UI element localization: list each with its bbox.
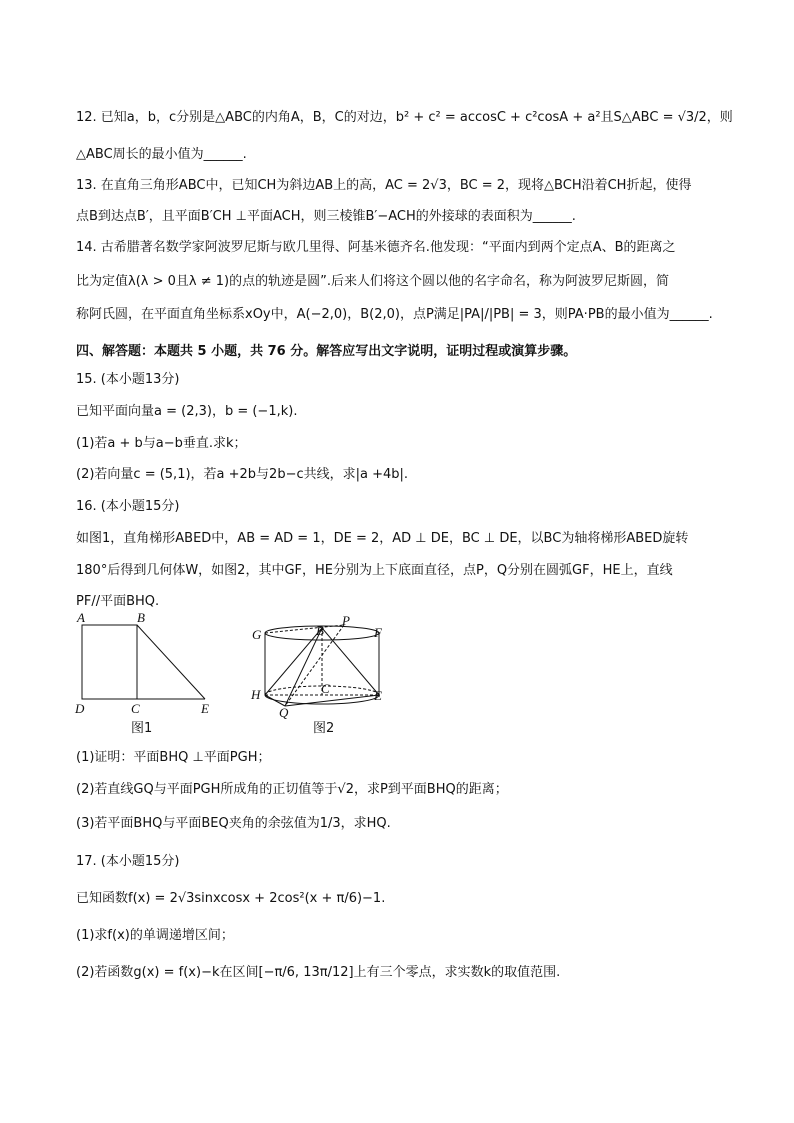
label-p: P xyxy=(342,613,350,628)
text-line-q13b: 点B到达点B′，且平面B′CH ⊥平面ACH，则三棱锥B′−ACH的外接球的表面积为______. xyxy=(76,209,576,224)
label-f: F xyxy=(374,625,382,640)
figures xyxy=(70,612,430,742)
text-line-q16s3: (3)若平面BHQ与平面BEQ夹角的余弦值为1/3，求HQ. xyxy=(76,816,391,831)
figure-2 xyxy=(250,613,383,736)
text-line-q16b: 180°后得到几何体W，如图2，其中GF，HE分别为上下底面直径，点P，Q分别在圆弧GF，HE上，直线 xyxy=(76,563,673,578)
label-h: H xyxy=(251,687,261,702)
text-line-q17c: (2)若函数g(x) = f(x)−k在区间[−π/6, 13π/12]上有三个零点，求实数k的取值范围. xyxy=(76,965,561,980)
label-e2: E xyxy=(374,688,382,703)
label-e: E xyxy=(201,701,209,716)
text-line-q17a: 已知函数f(x) = 2√3sinxcosx + 2cos²(x + π/6)−1. xyxy=(76,891,386,906)
label-d: D xyxy=(75,701,85,716)
bottom-arc-front xyxy=(265,695,379,704)
label-c2: C xyxy=(321,681,330,696)
text-line-q15c: (2)若向量c = (5,1)，若a +2b与2b−c共线，求|a +4b|. xyxy=(76,467,409,482)
label-b: B xyxy=(137,612,145,625)
text-line-q15a: 已知平面向量a = (2,3)，b = (−1,k). xyxy=(76,404,298,419)
edge-be xyxy=(137,625,205,699)
label-c: C xyxy=(131,701,140,716)
label-g: G xyxy=(252,627,262,642)
text-line-q14c: 称阿氏圆，在平面直角坐标系xOy中，A(−2,0)，B(2,0)，点P满足|PA|/|PB| = 3，则PA·PB的最小值为______. xyxy=(76,307,713,322)
figure-2-caption: 图2 xyxy=(313,721,335,736)
label-b2: B xyxy=(316,623,324,638)
text-line-q16s2: (2)若直线GQ与平面PGH所成角的正切值等于√2，求P到平面BHQ的距离； xyxy=(76,782,508,797)
text-line-sec4: 四、解答题：本题共 5 小题，共 76 分。解答应写出文字说明，证明过程或演算步骤。 xyxy=(76,344,577,359)
square-abcd xyxy=(82,625,137,699)
text-line-q17h: 17. (本小题15分) xyxy=(76,854,180,869)
text-line-q16s1: (1)证明：平面BHQ ⊥平面PGH； xyxy=(76,750,271,765)
text-line-q12a: 12. 已知a，b，c分别是△ABC的内角A，B，C的对边，b² + c² = accosC + c²cosA + a²且S△ABC = √3/2，则 xyxy=(76,110,733,125)
text-line-q15h: 15. (本小题13分) xyxy=(76,372,180,387)
edge-be xyxy=(322,628,379,695)
text-line-q16a: 如图1，直角梯形ABED中，AB = AD = 1，DE = 2，AD ⊥ DE，BC ⊥ DE，以BC为轴将梯形ABED旋转 xyxy=(76,531,689,546)
figure-1 xyxy=(74,612,209,736)
text-line-q14a: 14. 古希腊著名数学家阿波罗尼斯与欧几里得、阿基米德齐名.他发现：“平面内到两个定点A、B的距离之 xyxy=(76,240,676,255)
label-q: Q xyxy=(279,705,289,720)
figure-1-caption: 图1 xyxy=(131,721,153,736)
text-line-q13a: 13. 在直角三角形ABC中，已知CH为斜边AB上的高，AC = 2√3，BC = 2，现将△BCH沿着CH折起，使得 xyxy=(76,178,692,193)
text-line-q14b: 比为定值λ(λ > 0且λ ≠ 1)的点的轨迹是圆”.后来人们将这个圆以他的名字命名，称为阿波罗尼斯圆，简 xyxy=(76,274,669,289)
edge-bh xyxy=(265,628,322,695)
text-line-q16h: 16. (本小题15分) xyxy=(76,499,180,514)
label-a: A xyxy=(77,612,85,625)
text-line-q12b: △ABC周长的最小值为______. xyxy=(76,147,247,162)
text-line-q16c: PF//平面BHQ. xyxy=(76,594,160,609)
text-line-q17b: (1)求f(x)的单调递增区间； xyxy=(76,928,234,943)
text-line-q15b: (1)若a + b与a−b垂直.求k； xyxy=(76,436,247,451)
